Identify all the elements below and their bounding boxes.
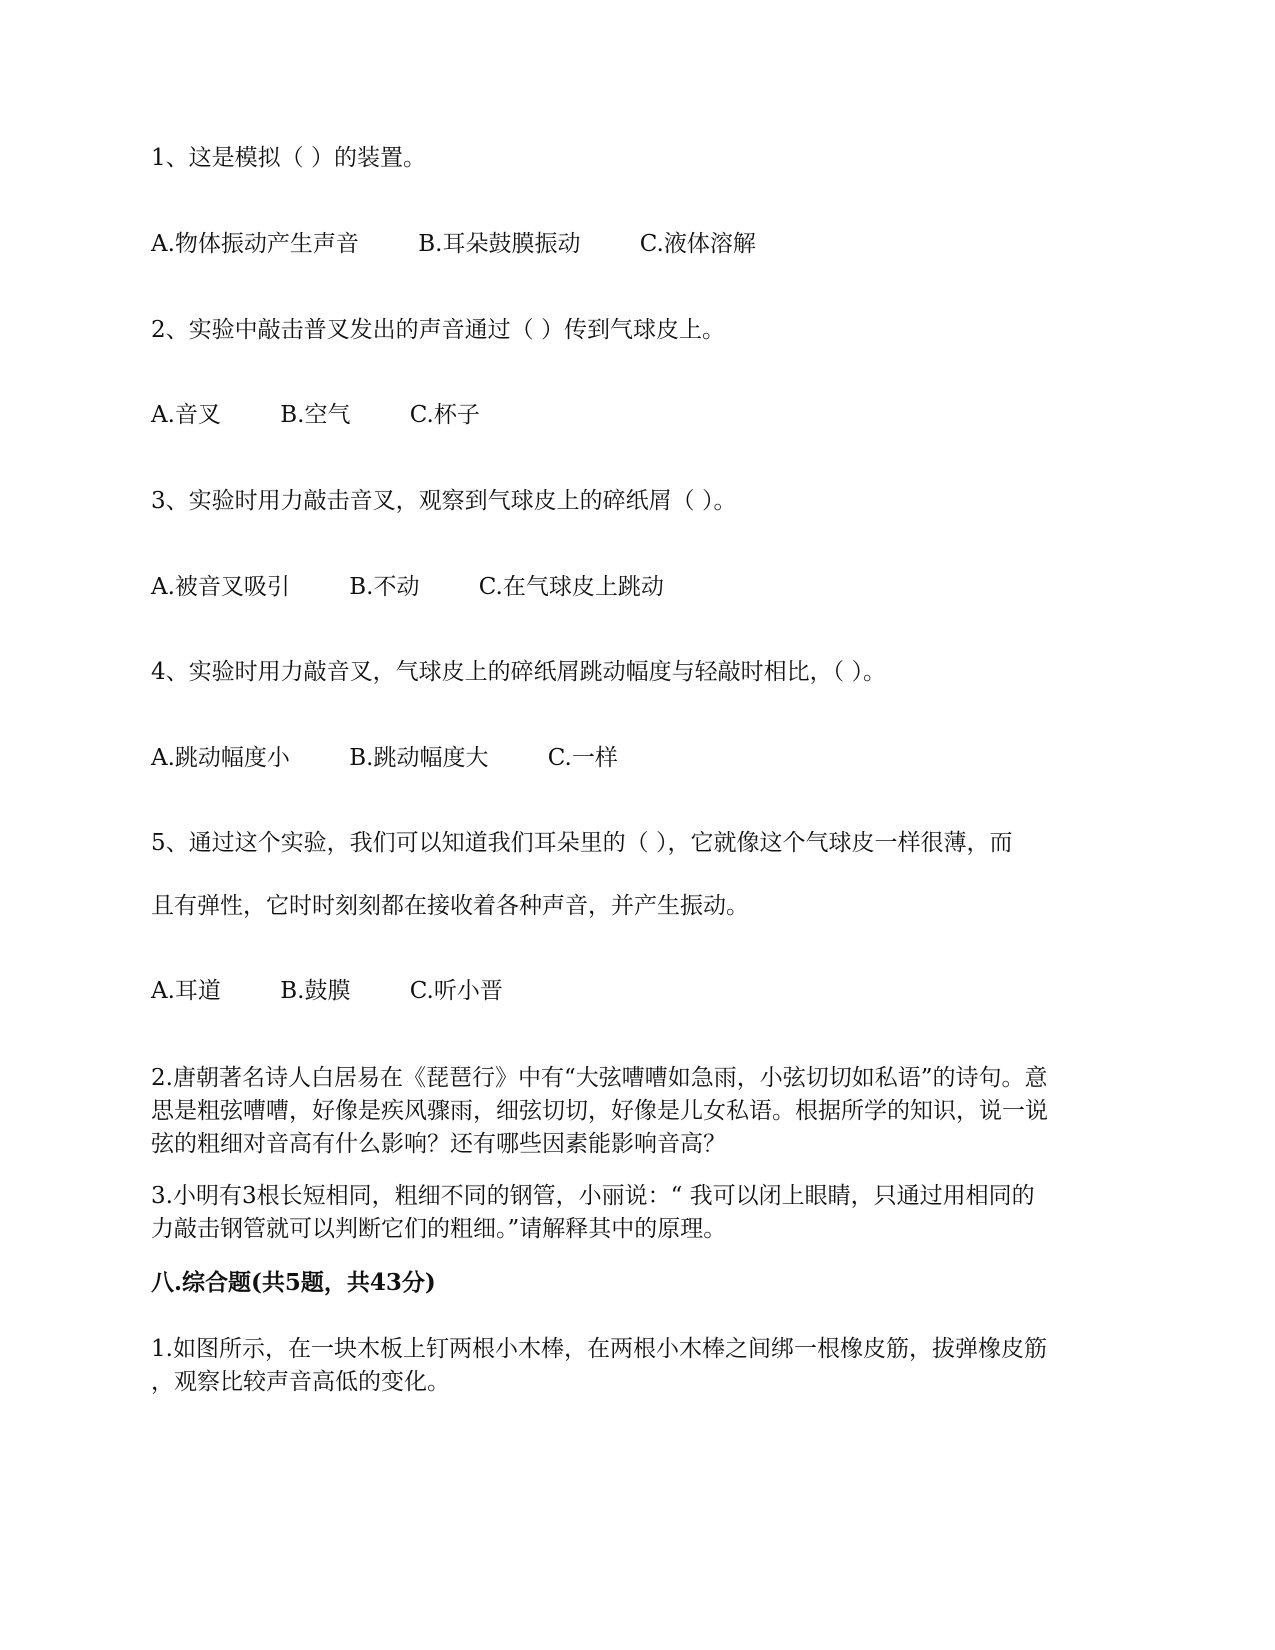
question-3-options <box>151 572 664 602</box>
option-a: A.物体振动产生声音 <box>151 231 359 257</box>
option-b: B.鼓膜 <box>280 978 351 1004</box>
paragraph-line: 思是粗弦嘈嘈，好像是疾风骤雨，细弦切切，好像是儿女私语。根据所学的知识，说一说 <box>151 1098 1048 1124</box>
option-a: A.耳道 <box>151 978 221 1004</box>
paragraph-line: ，观察比较声音高低的变化。 <box>151 1369 450 1395</box>
question-5-stem-line-2: 且有弹性，它时时刻刻都在接收着各种声音，并产生振动。 <box>151 893 749 919</box>
question-2-stem: 2、实验中敲击普叉发出的声音通过（ ）传到气球皮上。 <box>151 317 725 343</box>
question-2-options <box>151 400 480 430</box>
question-1-options <box>151 229 756 259</box>
paragraph-line: 2.唐朝著名诗人白居易在《琵琶行》中有“大弦嘈嘈如急雨，小弦切切如私语”的诗句。意 <box>151 1065 1048 1091</box>
option-a: A.被音叉吸引 <box>151 574 290 600</box>
paragraph-line: 1.如图所示，在一块木板上钉两根小木棒，在两根小木棒之间绑一根橡皮筋，拔弹橡皮筋 <box>151 1336 1047 1362</box>
option-c: C.杯子 <box>409 402 480 428</box>
option-a: A.音叉 <box>151 402 221 428</box>
question-5-stem-line-1: 5、通过这个实验，我们可以知道我们耳朵里的（ ），它就像这个气球皮一样很薄，而 <box>151 830 1013 856</box>
option-a: A.跳动幅度小 <box>151 745 290 771</box>
option-c: C.一样 <box>547 745 618 771</box>
short-answer-question-3 <box>151 1180 1126 1246</box>
option-c: C.液体溶解 <box>639 231 756 257</box>
option-b: B.不动 <box>349 574 420 600</box>
question-5-options <box>151 976 503 1006</box>
comprehensive-question-1 <box>151 1333 1126 1399</box>
question-4-options <box>151 743 618 773</box>
question-1-stem: 1、这是模拟（ ）的装置。 <box>151 145 426 171</box>
paragraph-line: 3.小明有3根长短相同，粗细不同的钢管，小丽说：“ 我可以闭上眼睛，只通过用相同的 <box>151 1183 1035 1209</box>
short-answer-question-2 <box>151 1062 1126 1161</box>
section-heading: 八.综合题(共5题，共43分) <box>151 1269 436 1296</box>
question-3-stem: 3、实验时用力敲击音叉，观察到气球皮上的碎纸屑（ ）。 <box>151 488 737 514</box>
option-b: B.空气 <box>280 402 351 428</box>
paragraph-line: 弦的粗细对音高有什么影响？还有哪些因素能影响音高？ <box>151 1131 726 1157</box>
question-4-stem: 4、实验时用力敲音叉，气球皮上的碎纸屑跳动幅度与轻敲时相比，（ ）。 <box>151 659 886 685</box>
option-b: B.耳朵鼓膜振动 <box>418 231 581 257</box>
paragraph-line: 力敲击钢管就可以判断它们的粗细。”请解释其中的原理。 <box>151 1216 727 1242</box>
option-c: C.在气球皮上跳动 <box>478 574 664 600</box>
option-b: B.跳动幅度大 <box>349 745 489 771</box>
option-c: C.听小晋 <box>409 978 503 1004</box>
